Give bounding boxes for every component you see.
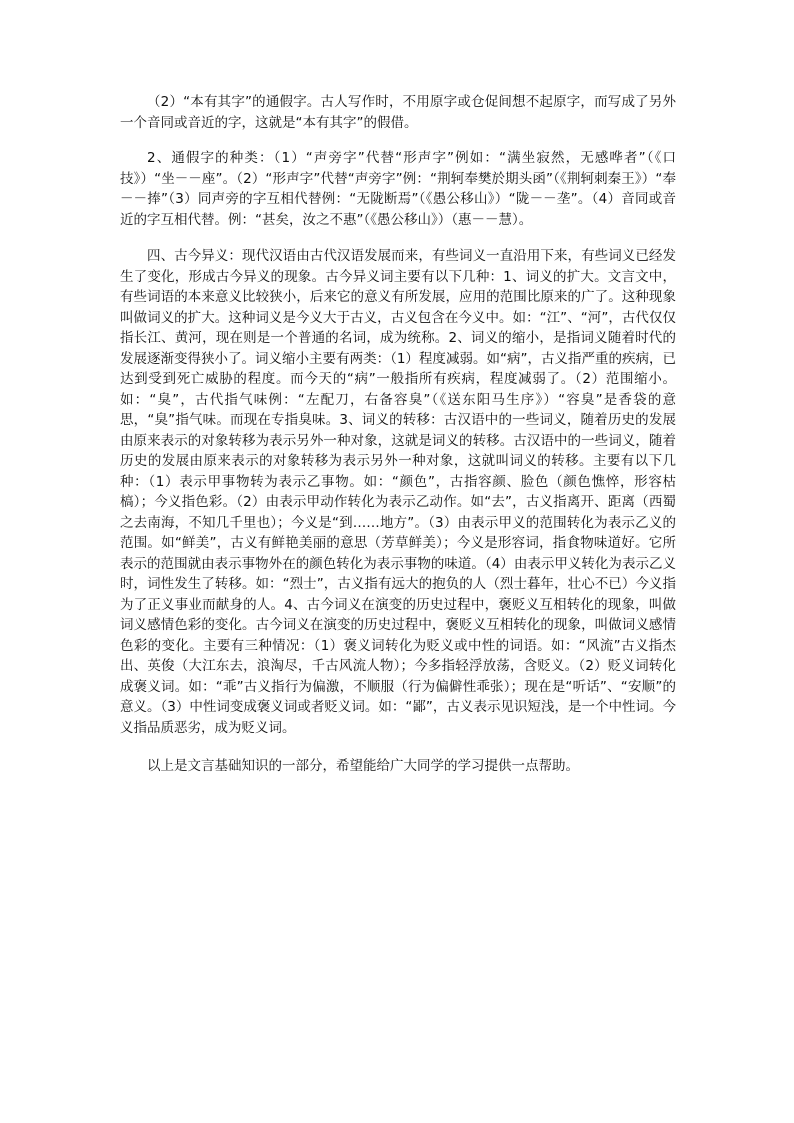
paragraph-tongjiazi-types: 2、通假字的种类：（1）“声旁字”代替“形声字”例如：“满坐寂然，无感哗者”（《口技》）“坐－－座”。（2）“形声字”代替“声旁字”例：“荆轲奉樊於期头函”（《荆轲刺秦王》）“奉－－捧”（3）同声旁的字互相代替例：“无陇断焉”（《愚公移山》）“陇－－垄”。（4）音同或音近的字互相代替。例：“甚矣，汝之不惠”（《愚公移山》）（惠－－慧）。 [120,150,676,228]
paragraph-conclusion: 以上是文言基础知识的一部分，希望能给广大同学的学习提供一点帮助。 [147,758,579,774]
paragraph-tongjiazi-benyouqizi: （2）“本有其字”的通假字。古人写作时，不用原字或仓促间想不起原字，而写成了另外一个音同或音近的字，这就是“本有其字”的假借。 [120,94,676,131]
paragraph-gujin-yiyi: 四、古今异义：现代汉语由古代汉语发展而来，有些词义一直沿用下来，有些词义已经发生了变化，形成古今异义的现象。古今异义词主要有以下几种：1、词义的扩大。文言文中，有些词语的本来意义比较狭小，后来它的意义有所发展，应用的范围比原来的广了。这种现象叫做词义的扩大。这种词义是今义大于古义，古义包含在今义中。如：“江”、“河”，古代仅仅指长江、黄河，现在则是一个普通的名词，成为统称。2、词义的缩小，是指词义随着时代的发展逐渐变得狭小了。词义缩小主要有两类：（1）程度减弱。如“病”，古义指严重的疾病，已达到受到死亡威胁的程度。而今天的“病”一般指所有疾病，程度减弱了。（2）范围缩小。如：“臭”，古代指气味例：“左配刀，右备容臭”（《送东阳马生序》）“容臭”是香袋的意思，“臭”指气味。而现在专指臭味。3、词义的转移：古汉语中的一些词义，随着历史的发展由原来表示的对象转移为表示另外一种对象，这就是词义的转移。古汉语中的一些词义，随着历史的发展由原来表示的对象转移为表示另外一种对象，这就叫词义的转移。主要有以下几种：（1）表示甲事物转为表示乙事物。如：“颜色”，古指容颜、脸色（颜色憔悴，形容枯槁）；今义指色彩。（2）由表示甲动作转化为表示乙动作。如“去”，古义指离开、距离（西蜀之去南海，不知几千里也）；今义是“到……地方”。（3）由表示甲义的范围转化为表示乙义的范围。如“鲜美”，古义有鲜艳美丽的意思（芳草鲜美）；今义是形容词，指食物味道好。它所表示的范围就由表示事物外在的颜色转化为表示事物的味道。（4）由表示甲义转化为表示乙义时，词性发生了转移。如：“烈士”，古义指有远大的抱负的人（烈士暮年，壮心不已）今义指为了正义事业而献身的人。4、古今词义在演变的历史过程中，褒贬义互相转化的现象，叫做词义感情色彩的变化。古今词义在演变的历史过程中，褒贬义互相转化的现象，叫做词义感情色彩的变化。主要有三种情况：（1）褒义词转化为贬义或中性的词语。如：“风流”古义指杰出、英俊（大江东去，浪淘尽，千古风流人物）；今多指轻浮放荡，含贬义。（2）贬义词转化成褒义词。如：“乖”古义指行为偏激，不顺服（行为偏僻性乖张）；现在是“听话”、“安顺”的意义。（3）中性词变成褒义词或者贬义词。如：“鄙”，古义表示见识短浅，是一个中性词。今义指品质恶劣，成为贬义词。 [120,248,676,736]
document-body [120,92,676,793]
